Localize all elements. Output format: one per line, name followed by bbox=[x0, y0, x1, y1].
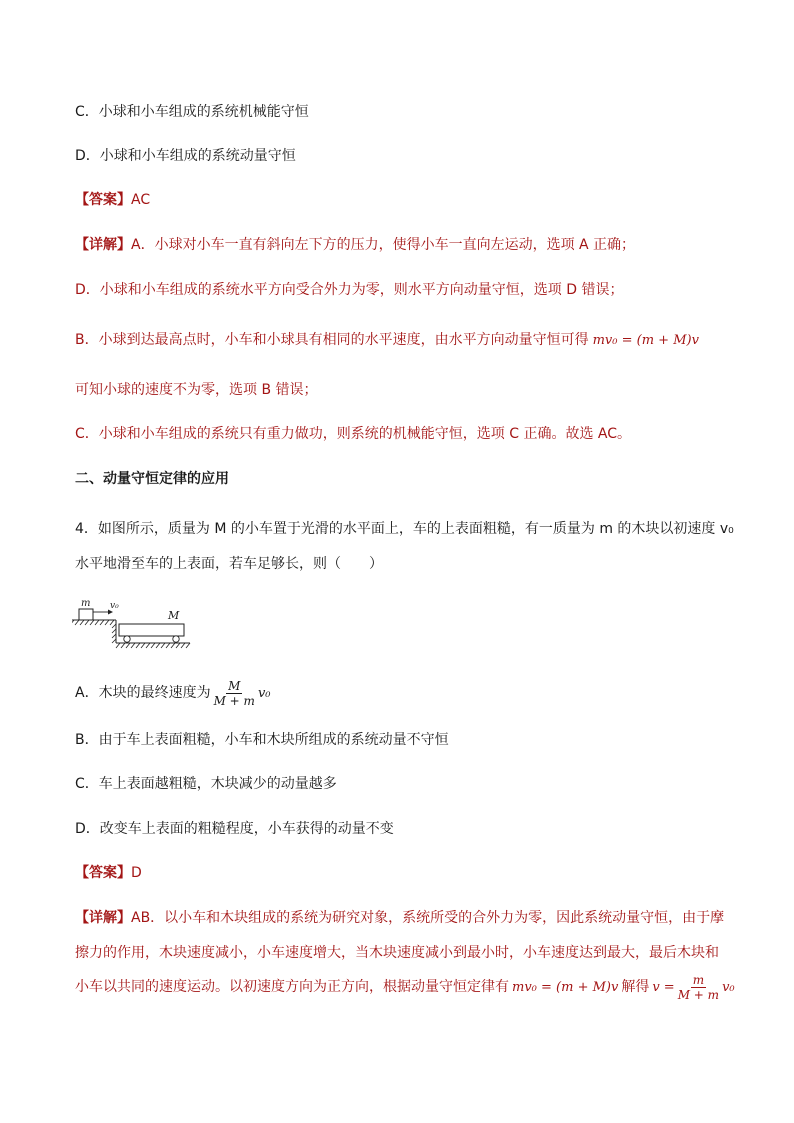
wall-hatching bbox=[112, 624, 116, 643]
explanation-text: B．小球到达最高点时，小车和小球具有相同的水平速度，由水平方向动量守恒可得 bbox=[75, 332, 589, 348]
q3-explanation-line2: D．小球和小车组成的系统水平方向受合外力为零，则水平方向动量守恒，选项 D 错误； bbox=[75, 282, 624, 298]
q3-option-d: D．小球和小车组成的系统动量守恒 bbox=[75, 148, 296, 164]
option-a-text: A．木块的最终速度为 bbox=[75, 685, 211, 701]
result-fraction bbox=[676, 973, 721, 1002]
explanation-tag: 【详解】 bbox=[75, 237, 131, 253]
momentum-formula: mv₀ = (m + M)v bbox=[512, 980, 619, 995]
q4-answer bbox=[75, 864, 142, 882]
q4-stem-line2: 水平地滑至车的上表面，若车足够长，则（ ） bbox=[75, 556, 383, 572]
section-title: 二、动量守恒定律的应用 bbox=[75, 471, 229, 487]
ledge-hatching bbox=[72, 620, 114, 625]
answer-value: D bbox=[131, 865, 142, 881]
ground-hatching bbox=[116, 643, 190, 648]
explanation-text: 小车以共同的速度运动。以初速度方向为正方向，根据动量守恒定律有 bbox=[75, 979, 509, 995]
q4-explanation-line2: 擦力的作用，木块速度减小，小车速度增大，当木块速度减小到最小时，小车速度达到最大，最后木块和 bbox=[75, 945, 719, 961]
explanation-tag: 【详解】 bbox=[75, 910, 131, 926]
q4-explanation-line1 bbox=[75, 909, 724, 927]
explanation-text: A．小球对小车一直有斜向左下方的压力，使得小车一直向左运动，选项 A 正确； bbox=[131, 237, 636, 253]
q4-option-d: D．改变车上表面的粗糙程度，小车获得的动量不变 bbox=[75, 821, 394, 837]
label-m: m bbox=[81, 598, 91, 609]
q3-explanation-line5: C．小球和小车组成的系统只有重力做功，则系统的机械能守恒，选项 C 正确。故选 AC。 bbox=[75, 426, 632, 442]
q3-option-c: C．小球和小车组成的系统机械能守恒 bbox=[75, 104, 309, 120]
velocity-equals: v = bbox=[652, 980, 675, 995]
q4-option-b: B．由于车上表面粗糙，小车和木块所组成的系统动量不守恒 bbox=[75, 732, 449, 748]
q4-explanation-line3 bbox=[75, 972, 735, 1003]
cart-M bbox=[119, 624, 184, 636]
option-a-tail: v₀ bbox=[257, 686, 271, 701]
q3-explanation-line4: 可知小球的速度不为零，选项 B 错误； bbox=[75, 382, 318, 398]
explanation-text: AB．以小车和木块组成的系统为研究对象，系统所受的合外力为零，因此系统动量守恒，由于摩 bbox=[131, 910, 725, 926]
q3-explanation-line1 bbox=[75, 236, 635, 254]
answer-bracket: 【答案】 bbox=[75, 192, 131, 208]
solve-word: 解得 bbox=[621, 979, 650, 995]
momentum-formula: mv₀ = (m + M)v bbox=[592, 333, 699, 348]
q4-option-c: C．车上表面越粗糙，木块减少的动量越多 bbox=[75, 776, 337, 792]
q4-stem-line1: 4．如图所示，质量为 M 的小车置于光滑的水平面上，车的上表面粗糙，有一质量为 m 的木块以初速度 v₀ bbox=[75, 521, 734, 537]
q3-answer bbox=[75, 191, 150, 209]
fraction-denominator: M + m bbox=[677, 987, 720, 1002]
label-M: M bbox=[168, 609, 180, 622]
cart-wheel-right bbox=[173, 636, 179, 642]
q3-explanation-line3 bbox=[75, 331, 699, 350]
cart-block-diagram bbox=[72, 597, 202, 649]
result-tail: v₀ bbox=[722, 980, 735, 995]
answer-bracket: 【答案】 bbox=[75, 865, 131, 881]
block-m bbox=[79, 609, 93, 620]
fraction-denominator: M + m bbox=[213, 693, 255, 708]
answer-value: AC bbox=[131, 192, 151, 208]
q4-option-a bbox=[75, 678, 271, 709]
option-a-fraction bbox=[212, 679, 257, 708]
fraction-numerator: m bbox=[692, 972, 705, 987]
fraction-numerator: M bbox=[228, 678, 241, 693]
label-v0: v₀ bbox=[110, 601, 119, 611]
cart-wheel-left bbox=[124, 636, 130, 642]
